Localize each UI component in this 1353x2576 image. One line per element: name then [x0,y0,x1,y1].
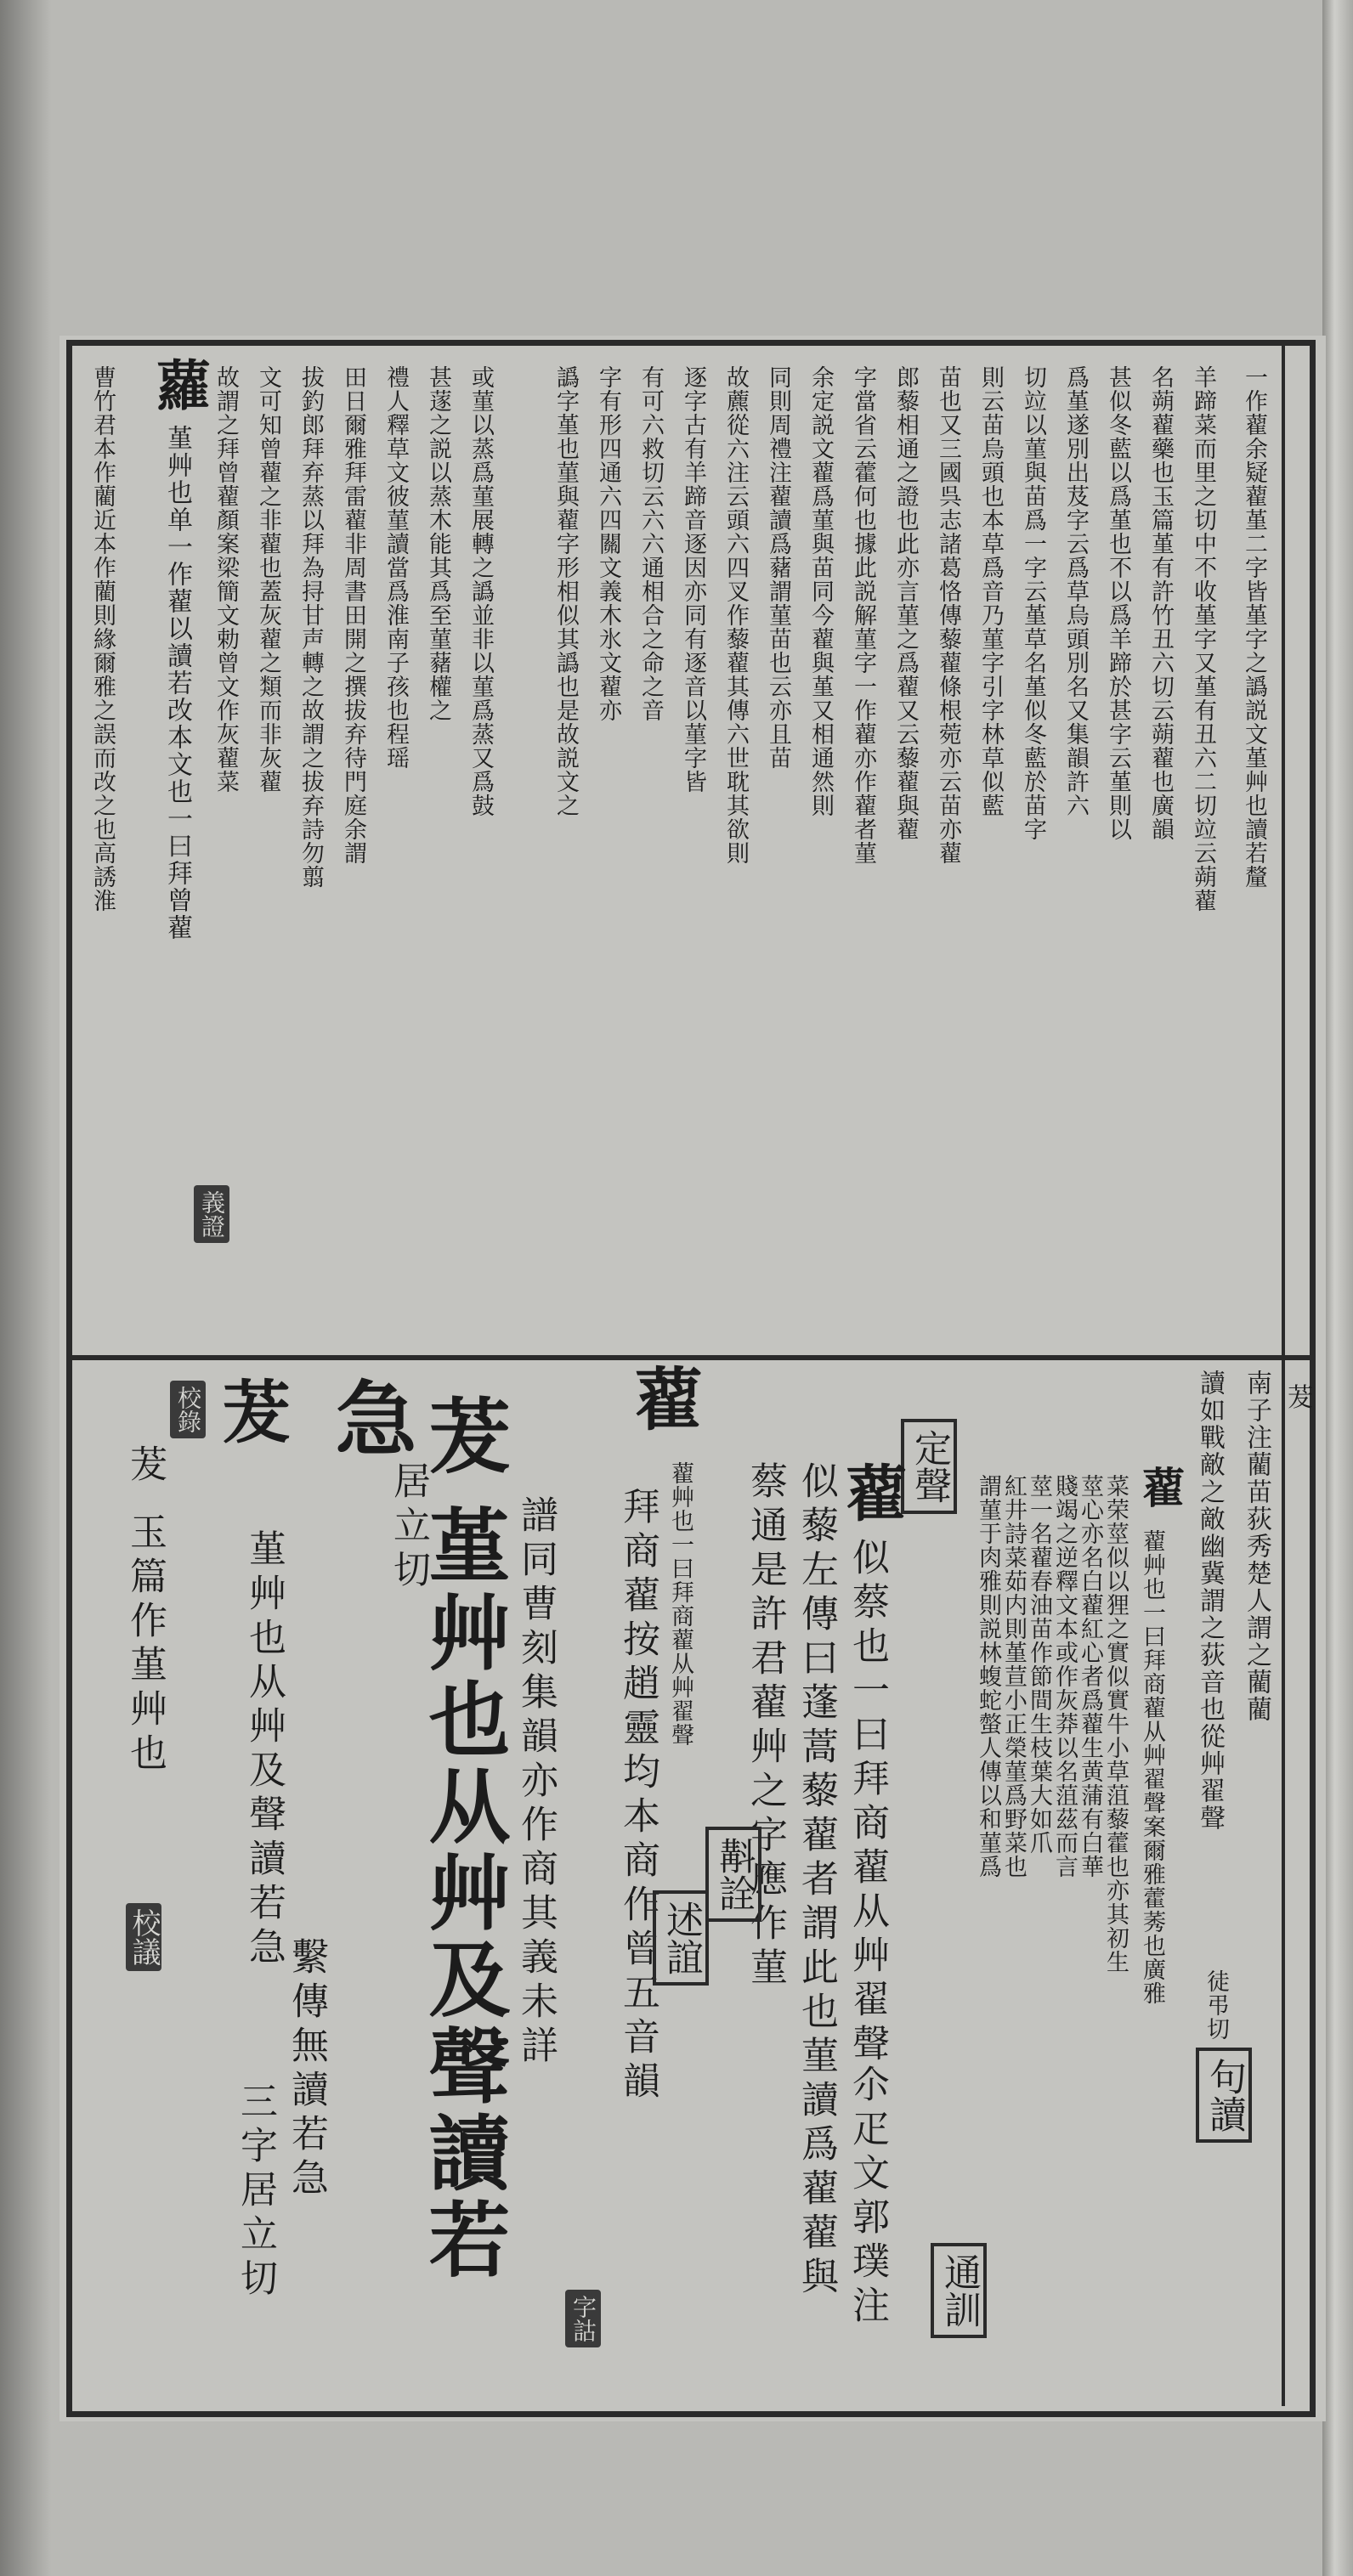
commentary-column: 有可六救切云六六通相合之命之音 [637,365,664,722]
commentary-column: 拔釣郎拜弃蒸以拜為挦甘声轉之故謂之拔弃詩勿翦 [297,365,324,889]
text-column: 玉篇作堇艸也 [123,1512,167,1777]
commentary-column: 切竝以菫與苗爲一字云堇草名堇似冬藍於苗字 [1020,365,1046,841]
text-column: 蔡通是許君藋艸之字應作菫 [744,1461,787,1991]
section-badge: 校錄 [170,1381,206,1438]
entry-head-text: 堇艸也单一作藋以讀若改本文也一曰拜曾藋 [162,425,192,941]
commentary-column: 或菫以蒸爲菫展轉之譌並非以菫爲蒸又爲鼓 [467,365,494,817]
right-rule [1282,346,1285,2406]
section-seal: 句讀 [1196,2048,1252,2143]
commentary-column: 則云苗烏頭也本草爲音乃菫字引字林草似藍 [977,365,1004,817]
commentary-column: 字當省云藿何也據此説解菫字一作藋亦作藋者菫 [850,365,876,865]
commentary-column: 故藨從六注云頭六四叉作藜藋其傳六世耽其欲則 [722,365,749,865]
section-seal: 斠詮 [705,1827,761,1922]
text-column: 南子注藺苗荻秀楚人謂之藺藺 [1242,1370,1271,1723]
section-badge: 字詁 [565,2290,601,2347]
section-badge: 義證 [194,1185,229,1243]
headword-character: 茇 [416,1393,512,1480]
commentary-column: 譌字堇也菫與藋字形相似其譌也是故説文之 [552,365,579,817]
text-column-note: 藋艸也一曰拜商藋从艸翟聲 [667,1461,693,1747]
text-column: 繫傳無讀若急 [285,1937,328,2202]
text-column: 莖心亦名白藋紅心者爲藋生黄蒲有白華 [1077,1474,1103,1878]
commentary-column: 郎藜相通之證也此亦言菫之爲藋又云藜藋與藋 [892,365,919,841]
text-column: 莖一名藋春油苗作節間生枝葉大如爪 [1026,1474,1052,1855]
commentary-column: 羊蹄菜而里之切中不收堇字又堇有丑六二切竝云蒴藋 [1190,365,1216,912]
entry-character: 茇 [211,1376,291,1444]
text-column: 三字居立切 [234,2082,277,2302]
commentary-column: 故謂之拜曾藋顏案梁簡文勅曾文作灰藋菜 [212,365,239,794]
commentary-column: 苗也又三國呉志諸葛恪傳藜藋條根菀亦云苗亦藋 [935,365,961,865]
text-column: 紅井詩菜茹内則堇荁小正榮菫爲野菜也 [1000,1474,1027,1878]
section-badge: 校議 [126,1903,161,1971]
text-column: 譜同曹刻集韻亦作商其義未詳 [514,1495,558,2070]
commentary-column: 文可知曾藋之非藋也蓋灰藋之類而非灰藋 [255,365,281,794]
text-column: 菜荣莖似以狸之實似實牛小草菹藜藿也亦其初生 [1102,1474,1129,1974]
commentary-column: 爲堇遂別出芨字云爲草烏頭別名又集韻許六 [1062,365,1089,817]
commentary-column: 同則周禮注藋讀爲藸謂菫苗也云亦且苗 [765,365,791,770]
entry-head-character: 蘿 [147,357,211,411]
section-divider [72,1355,1313,1360]
section-seal: 定聲 [901,1419,957,1514]
page-gutter-shadow [0,0,51,2576]
commentary-column: 名蒴藋藥也玉篇堇有許竹丑六切云蒴藋也廣韻 [1147,365,1174,841]
commentary-column: 余定説文藋爲菫與苗同今藋與堇又相通然則 [807,365,834,817]
text-column: 堇艸也从艸及聲讀若急 [242,1529,286,1971]
headword-pronunciation: 居立切 [387,1461,430,1594]
book-edge [1322,0,1353,2576]
entry-character: 藋 [1135,1466,1186,1508]
commentary-column: 一作藋余疑藋堇二字皆堇字之譌説文堇艸也讀若釐 [1241,365,1267,889]
commentary-column: 甚似冬藍以爲堇也不以爲羊蹄於甚字云堇則以 [1105,365,1131,841]
text-column-tail: 徒弔切 [1203,1969,1229,2041]
text-column: 謂菫于肉雅則説林蝮蛇螫人傳以和菫爲 [975,1474,1001,1878]
margin-character: 茇 [1288,1383,1313,1413]
text-column: 似蔡也一曰拜商藋从艸翟聲 [846,1538,889,2068]
section-seal: 述誼 [653,1890,709,1986]
text-column: 賤竭之逆釋文本或作灰莽以名菹茲而言 [1051,1474,1078,1878]
text-column: 藋艸也一曰拜商藋从艸翟聲案爾雅藿莠也廣雅 [1139,1529,1165,2005]
commentary-column: 甚蓫之説以蒸木能其爲至菫藸權之 [425,365,451,722]
commentary-column: 逐字古有羊蹄音逐因亦同有逐音以菫字皆 [680,365,706,794]
text-column: 拜商藋按趙靈均本商作曾五音韻 [616,1487,660,2105]
text-column: 讀如戰敵之敵幽冀謂之荻音也從艸翟聲 [1195,1370,1225,1832]
text-column: 似藜左傳曰蓬蒿藜藋者謂此也菫讀爲藋藋與 [795,1461,838,2301]
section-seal: 通訓 [931,2243,987,2338]
text-column: 尒疋文郭璞注 [846,2065,889,2330]
commentary-column: 禮人釋草文彼菫讀當爲淮南子孩也程瑶 [382,365,409,770]
entry-character: 藋 [835,1461,908,1522]
commentary-column: 田日爾雅拜雷藋非周書田開之撰拔弃待門庭余謂 [340,365,366,865]
entry-head-note: 曹竹君本作藺近本作藺則緣爾雅之誤而改之也高誘淮 [89,365,116,912]
entry-character: 茇 [123,1444,167,1489]
entry-character: 藋 [623,1364,703,1432]
headword-tail: 急 [322,1376,418,1463]
headword-text: 堇艸也从艸及聲讀若 [416,1504,512,2284]
commentary-column: 字有形四通六四關文義木氷文藋亦 [595,365,621,722]
